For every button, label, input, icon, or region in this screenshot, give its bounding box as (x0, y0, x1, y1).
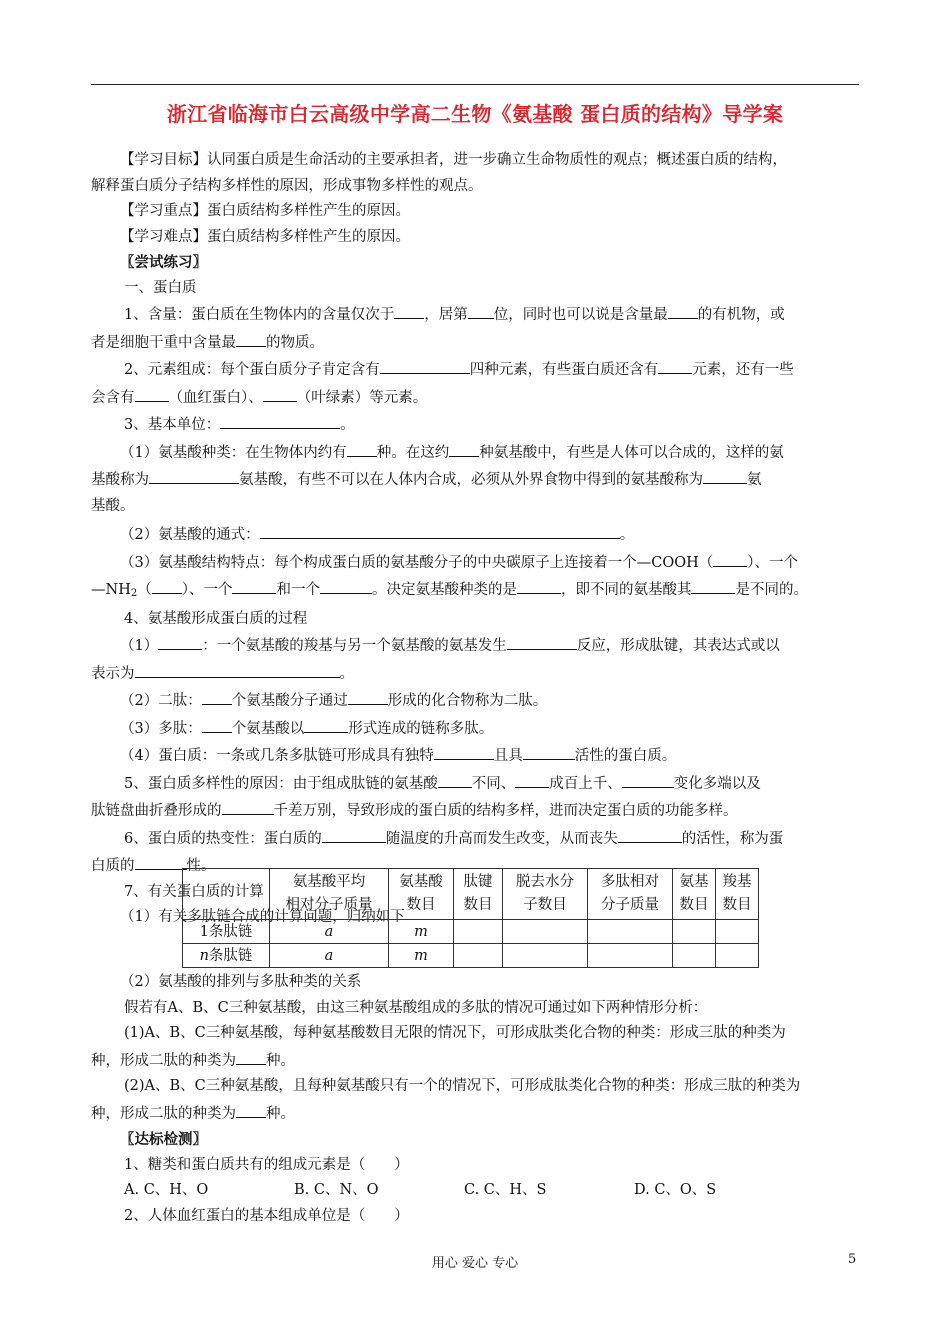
q4: 4、氨基酸形成蛋白质的过程 (124, 610, 308, 627)
test-heading: 〖达标检测〗 (120, 1131, 207, 1148)
page-footer: 用心 爱心 专心 (431, 1256, 519, 1271)
q1-cont: 者是细胞干重中含量最 的物质。 (91, 329, 862, 357)
blank[interactable] (222, 797, 274, 815)
q6: 6、蛋白质的热变性：蛋白质的 随温度的升高而发生改变，从而丧失 的活性，称为蛋 (120, 825, 862, 853)
q7-1: （1）有关多肽链合成的计算问题，归纳如下 (120, 909, 405, 925)
blank[interactable] (135, 660, 340, 678)
answer-cell[interactable] (673, 944, 716, 968)
learning-difficulty: 【学习难点】蛋白质结构多样性产生的原因。 (120, 228, 410, 245)
q3-1-cont: 基酸称为 氨基酸，有些不可以在人体内合成，必须从外界食物中得到的氨基酸称为 氨 (91, 466, 862, 494)
q4-1: （1） ：一个氨基酸的羧基与另一个氨基酸的氨基发生 反应，形成肽键，其表达式或以 (120, 632, 862, 660)
q7-case-1: (1)A、B、C三种氨基酸，每种氨基酸数目无限的情况下，可形成肽类化合物的种类：形成三肽的种类为 (124, 1025, 786, 1041)
learning-focus: 【学习重点】蛋白质结构多样性产生的原因。 (120, 203, 410, 219)
blank[interactable] (135, 852, 187, 870)
blank[interactable] (236, 1047, 266, 1065)
page-title: 浙江省临海市白云高级中学高二生物《氨基酸 蛋白质的结构》导学案 (166, 102, 784, 126)
blank[interactable] (158, 632, 202, 650)
table-row (183, 920, 759, 944)
table-header-cell: 氨基酸 数目 (389, 869, 454, 920)
answer-cell[interactable] (588, 944, 673, 968)
q5: 5、蛋白质多样性的原因：由于组成肽链的氨基酸 不同、 成百上千、 变化多端以及 (120, 770, 862, 798)
learning-goal: 【学习目标】认同蛋白质是生命活动的主要承担者，进一步确立生命物质性的观点；概述蛋白质的结构， (120, 152, 787, 168)
blank[interactable] (348, 687, 388, 705)
q3-2: （2）氨基酸的通式： 。 (120, 521, 862, 549)
blank[interactable] (658, 356, 692, 374)
section-1: 一、蛋白质 (124, 279, 197, 296)
answer-cell[interactable] (503, 944, 588, 968)
blank[interactable] (517, 576, 561, 594)
q7-case-2-cont: 种，形成二肽的种类为 种。 (91, 1100, 862, 1128)
blank[interactable] (236, 1100, 266, 1118)
peptide-calc-table (182, 868, 759, 968)
answer-cell[interactable] (673, 920, 716, 944)
q2-cont: 会含有 （血红蛋白）、 （叶绿素）等元素。 (91, 384, 862, 412)
option-b[interactable]: B. C、N、O (294, 1182, 379, 1198)
option-a[interactable]: A. C、H、O (124, 1182, 209, 1198)
blank[interactable] (260, 521, 620, 539)
q7-intro: 假若有A、B、C三种氨基酸，由这三种氨基酸组成的多肽的情况可通过如下两种情形分析： (124, 999, 708, 1016)
blank[interactable] (713, 549, 747, 567)
blank[interactable] (703, 466, 747, 484)
blank[interactable] (668, 301, 698, 319)
test-q1: 1、糖类和蛋白质共有的组成元素是（ ） (124, 1156, 409, 1173)
q7: 7、有关蛋白质的计算 (124, 883, 264, 900)
q5-cont: 肽链盘曲折叠形成的 千差万别，导致形成的蛋白质的结构多样，进而决定蛋白质的功能多样。 (91, 797, 862, 825)
q4-4: （4）蛋白质：一条或几条多肽链可形成具有独特 且具 活性的蛋白质。 (120, 742, 862, 770)
table-header-cell (183, 869, 270, 920)
blank[interactable] (236, 329, 266, 347)
blank[interactable] (434, 742, 494, 760)
blank[interactable] (394, 301, 424, 319)
aa-count-cell: m (389, 920, 454, 944)
q3-1-cont2: 基酸。 (91, 497, 135, 514)
blank[interactable] (320, 576, 372, 594)
q3: 3、基本单位： 。 (120, 411, 862, 439)
row-label: n条肽链 (183, 944, 270, 968)
blank[interactable] (149, 466, 239, 484)
table-header-cell: 氨基 数目 (673, 869, 716, 920)
blank[interactable] (347, 439, 377, 457)
blank[interactable] (202, 715, 232, 733)
option-d[interactable]: D. C、O、S (634, 1182, 717, 1198)
avg-mass-cell: a (270, 944, 389, 968)
table-header-cell: 氨基酸平均 相对分子质量 (270, 869, 389, 920)
table-header-cell: 羧基 数目 (716, 869, 759, 920)
header-rule (91, 84, 859, 85)
blank[interactable] (322, 825, 386, 843)
learning-goal-cont: 解释蛋白质分子结构多样性的原因，形成事物多样性的观点。 (91, 177, 483, 194)
blank[interactable] (515, 770, 549, 788)
blank[interactable] (523, 742, 575, 760)
table-header-cell: 多肽相对 分子质量 (588, 869, 673, 920)
blank[interactable] (220, 411, 340, 429)
table-header-cell: 肽键 数目 (454, 869, 503, 920)
avg-mass-cell: a (270, 920, 389, 944)
answer-cell[interactable] (716, 920, 759, 944)
page-number: 5 (848, 1252, 857, 1267)
blank[interactable] (202, 687, 232, 705)
answer-cell[interactable] (716, 944, 759, 968)
q3-1: （1）氨基酸种类：在生物体内约有 种。在这约 种氨基酸中，有些是人体可以合成的，这样的氨 (120, 439, 862, 467)
table-row (183, 944, 759, 968)
q7-2: （2）氨基酸的排列与多肽种类的关系 (120, 974, 362, 990)
test-q2: 2、人体血红蛋白的基本组成单位是（ ） (124, 1207, 409, 1224)
q4-1-cont: 表示为 。 (91, 660, 862, 688)
answer-cell[interactable] (454, 920, 503, 944)
blank[interactable] (304, 715, 348, 733)
blank[interactable] (380, 356, 470, 374)
blank[interactable] (691, 576, 735, 594)
blank[interactable] (135, 384, 169, 402)
answer-cell[interactable] (588, 920, 673, 944)
blank[interactable] (618, 825, 682, 843)
table-header-row (183, 869, 759, 920)
row-label: 1条肽链 (183, 920, 270, 944)
table-header-cell: 脱去水分 子数目 (503, 869, 588, 920)
blank[interactable] (438, 770, 472, 788)
option-c[interactable]: C. C、H、S (464, 1182, 547, 1198)
aa-count-cell: m (389, 944, 454, 968)
q3-3-cont: $—NH_2$（ ）、一个 和一个 。决定氨基酸种类的是 ，即不同的氨基酸其 是不同的。 (91, 576, 862, 607)
q7-case-1-cont: 种，形成二肽的种类为 种。 (91, 1047, 862, 1075)
q4-2: （2）二肽： 个氨基酸分子通过 形成的化合物称为二肽。 (120, 687, 862, 715)
blank[interactable] (263, 384, 297, 402)
answer-cell[interactable] (454, 944, 503, 968)
q6-cont: 白质的 性。 (91, 852, 862, 880)
answer-cell[interactable] (503, 920, 588, 944)
q7-case-2: (2)A、B、C三种氨基酸，且每种氨基酸只有一个的情况下，可形成肽类化合物的种类：形成三肽的种类为 (124, 1078, 801, 1094)
q2: 2、元素组成：每个蛋白质分子肯定含有 四种元素，有些蛋白质还含有 元素，还有一些 (120, 356, 862, 384)
q1: 1、含量：蛋白质在生物体内的含量仅次于 ，居第 位，同时也可以说是含量最 的有机物，或 (120, 301, 862, 329)
document-body (91, 148, 862, 931)
document-body-2 (91, 970, 862, 1229)
blank[interactable] (622, 770, 674, 788)
blank[interactable] (468, 301, 494, 319)
q3-3: （3）氨基酸结构特点：每个构成蛋白质的氨基酸分子的中央碳原子上连接着一个—COOH（ ）、一个 (120, 549, 862, 577)
blank[interactable] (232, 576, 276, 594)
blank[interactable] (507, 632, 577, 650)
test-q1-options (120, 1178, 862, 1204)
blank[interactable] (152, 576, 182, 594)
blank[interactable] (449, 439, 479, 457)
practice-heading: 〖尝试练习〗 (120, 254, 207, 271)
q4-3: （3）多肽： 个氨基酸以 形式连成的链称多肽。 (120, 715, 862, 743)
